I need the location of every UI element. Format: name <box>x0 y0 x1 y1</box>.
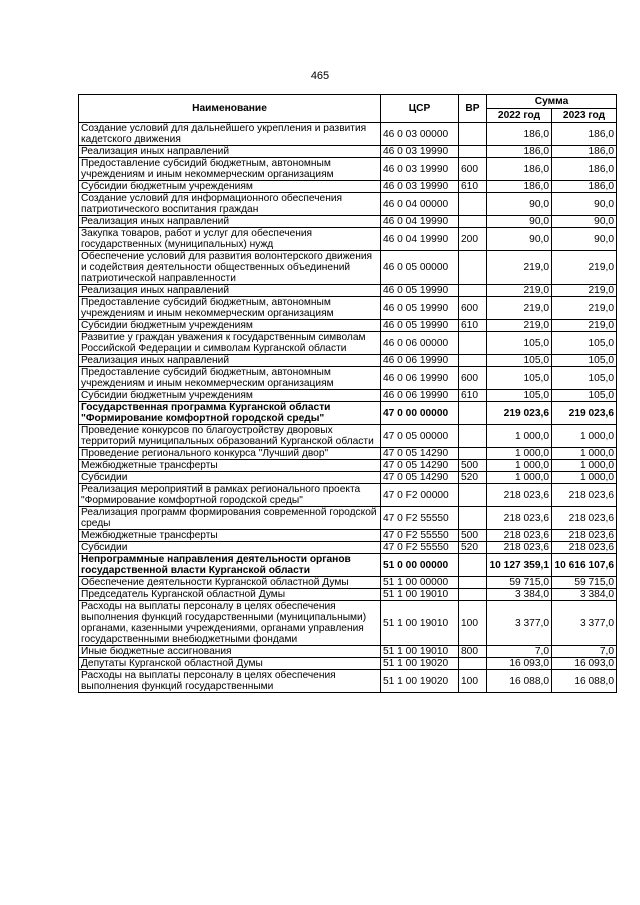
header-year-2022: 2022 год <box>487 109 552 123</box>
table-row <box>79 123 617 146</box>
table-row <box>79 484 617 507</box>
row-vr <box>459 193 487 216</box>
row-csr: 46 0 05 19990 <box>381 285 459 297</box>
table-row <box>79 554 617 577</box>
row-vr <box>459 507 487 530</box>
row-csr: 46 0 06 00000 <box>381 332 459 355</box>
row-name: Межбюджетные трансферты <box>79 530 381 542</box>
row-sum-2022: 186,0 <box>487 158 552 181</box>
row-csr: 46 0 04 19990 <box>381 216 459 228</box>
row-sum-2022: 7,0 <box>487 646 552 658</box>
row-csr: 46 0 06 19990 <box>381 355 459 367</box>
row-sum-2022: 3 377,0 <box>487 601 552 646</box>
row-name: Реализация мероприятий в рамках регионального проекта "Формирование комфортной городской среды" <box>79 484 381 507</box>
row-sum-2022: 90,0 <box>487 228 552 251</box>
row-sum-2023: 219 023,6 <box>552 402 617 425</box>
page-number: 465 <box>310 70 330 82</box>
row-csr: 46 0 03 19990 <box>381 158 459 181</box>
row-name: Государственная программа Курганской области "Формирование комфортной городской среды" <box>79 402 381 425</box>
row-vr: 500 <box>459 460 487 472</box>
row-name: Закупка товаров, работ и услуг для обеспечения государственных (муниципальных) нужд <box>79 228 381 251</box>
row-sum-2023: 90,0 <box>552 228 617 251</box>
table-row <box>79 658 617 670</box>
row-csr: 47 0 00 00000 <box>381 402 459 425</box>
table-row <box>79 367 617 390</box>
row-sum-2023: 186,0 <box>552 146 617 158</box>
row-csr: 47 0 05 14290 <box>381 472 459 484</box>
budget-table <box>78 94 617 693</box>
row-csr: 51 0 00 00000 <box>381 554 459 577</box>
row-sum-2022: 16 093,0 <box>487 658 552 670</box>
row-sum-2023: 219,0 <box>552 251 617 285</box>
row-sum-2023: 186,0 <box>552 123 617 146</box>
row-vr <box>459 146 487 158</box>
row-name: Субсидии <box>79 472 381 484</box>
row-sum-2022: 105,0 <box>487 355 552 367</box>
row-sum-2022: 218 023,6 <box>487 484 552 507</box>
row-vr: 600 <box>459 367 487 390</box>
row-sum-2022: 105,0 <box>487 332 552 355</box>
header-csr: ЦСР <box>381 95 459 123</box>
row-name: Проведение регионального конкурса "Лучший двор" <box>79 448 381 460</box>
row-name: Реализация иных направлений <box>79 146 381 158</box>
row-sum-2022: 1 000,0 <box>487 460 552 472</box>
table-row <box>79 146 617 158</box>
row-vr: 610 <box>459 181 487 193</box>
row-name: Развитие у граждан уважения к государственным символам Российской Федерации и символам Курганской области <box>79 332 381 355</box>
row-sum-2023: 105,0 <box>552 355 617 367</box>
table-row <box>79 670 617 693</box>
row-sum-2022: 1 000,0 <box>487 448 552 460</box>
row-sum-2023: 1 000,0 <box>552 448 617 460</box>
row-csr: 47 0 F2 00000 <box>381 484 459 507</box>
row-sum-2022: 219,0 <box>487 285 552 297</box>
row-vr <box>459 216 487 228</box>
table-row <box>79 332 617 355</box>
row-sum-2022: 219,0 <box>487 320 552 332</box>
row-sum-2023: 16 088,0 <box>552 670 617 693</box>
row-sum-2023: 3 384,0 <box>552 589 617 601</box>
row-csr: 47 0 05 00000 <box>381 425 459 448</box>
row-csr: 51 1 00 19010 <box>381 589 459 601</box>
row-csr: 51 1 00 19020 <box>381 670 459 693</box>
row-sum-2023: 218 023,6 <box>552 530 617 542</box>
row-name: Межбюджетные трансферты <box>79 460 381 472</box>
row-name: Реализация иных направлений <box>79 285 381 297</box>
row-csr: 47 0 F2 55550 <box>381 507 459 530</box>
table-row <box>79 425 617 448</box>
row-vr <box>459 332 487 355</box>
row-sum-2023: 218 023,6 <box>552 542 617 554</box>
row-vr <box>459 554 487 577</box>
row-vr: 200 <box>459 228 487 251</box>
row-sum-2022: 219 023,6 <box>487 402 552 425</box>
row-name: Субсидии бюджетным учреждениям <box>79 390 381 402</box>
row-name: Создание условий для информационного обеспечения патриотического воспитания граждан <box>79 193 381 216</box>
row-sum-2022: 218 023,6 <box>487 530 552 542</box>
row-sum-2023: 90,0 <box>552 216 617 228</box>
table-row <box>79 577 617 589</box>
row-name: Председатель Курганской областной Думы <box>79 589 381 601</box>
row-name: Депутаты Курганской областной Думы <box>79 658 381 670</box>
row-sum-2023: 105,0 <box>552 367 617 390</box>
row-sum-2022: 105,0 <box>487 367 552 390</box>
row-csr: 46 0 03 00000 <box>381 123 459 146</box>
table-row <box>79 355 617 367</box>
row-vr <box>459 484 487 507</box>
row-csr: 46 0 03 19990 <box>381 146 459 158</box>
row-name: Предоставление субсидий бюджетным, автономным учреждениям и иным некоммерческим организациям <box>79 367 381 390</box>
row-sum-2022: 218 023,6 <box>487 507 552 530</box>
row-sum-2023: 218 023,6 <box>552 484 617 507</box>
row-name: Предоставление субсидий бюджетным, автономным учреждениям и иным некоммерческим организациям <box>79 158 381 181</box>
row-sum-2022: 1 000,0 <box>487 472 552 484</box>
table-row <box>79 402 617 425</box>
row-sum-2023: 219,0 <box>552 285 617 297</box>
row-name: Проведение конкурсов по благоустройству дворовых территорий муниципальных образований Курганской области <box>79 425 381 448</box>
row-vr: 610 <box>459 320 487 332</box>
row-vr <box>459 355 487 367</box>
row-name: Субсидии бюджетным учреждениям <box>79 181 381 193</box>
row-csr: 47 0 F2 55550 <box>381 530 459 542</box>
table-row <box>79 181 617 193</box>
row-name: Реализация иных направлений <box>79 355 381 367</box>
row-vr <box>459 577 487 589</box>
row-csr: 46 0 04 19990 <box>381 228 459 251</box>
row-sum-2022: 186,0 <box>487 146 552 158</box>
table-row <box>79 228 617 251</box>
table-row <box>79 472 617 484</box>
row-name: Реализация программ формирования современной городской среды <box>79 507 381 530</box>
header-vr: ВР <box>459 95 487 123</box>
row-vr: 520 <box>459 542 487 554</box>
table-body <box>79 123 617 693</box>
row-sum-2022: 219,0 <box>487 297 552 320</box>
row-vr: 600 <box>459 297 487 320</box>
table-row <box>79 216 617 228</box>
row-sum-2023: 218 023,6 <box>552 507 617 530</box>
row-sum-2022: 90,0 <box>487 216 552 228</box>
row-name: Расходы на выплаты персоналу в целях обеспечения выполнения функций государственными (муниципальными) органами, казенными учреждениями, органами управления государственными внебюджетными фондами <box>79 601 381 646</box>
row-csr: 51 1 00 19010 <box>381 646 459 658</box>
row-sum-2023: 3 377,0 <box>552 601 617 646</box>
row-sum-2023: 1 000,0 <box>552 460 617 472</box>
row-vr: 600 <box>459 158 487 181</box>
row-name: Субсидии <box>79 542 381 554</box>
row-name: Иные бюджетные ассигнования <box>79 646 381 658</box>
table-row <box>79 158 617 181</box>
row-sum-2023: 186,0 <box>552 181 617 193</box>
row-sum-2022: 219,0 <box>487 251 552 285</box>
row-name: Субсидии бюджетным учреждениям <box>79 320 381 332</box>
row-csr: 46 0 05 19990 <box>381 320 459 332</box>
row-name: Расходы на выплаты персоналу в целях обеспечения выполнения функций государственными <box>79 670 381 693</box>
row-sum-2022: 3 384,0 <box>487 589 552 601</box>
table-row <box>79 460 617 472</box>
row-name: Непрограммные направления деятельности органов государственной власти Курганской области <box>79 554 381 577</box>
row-csr: 46 0 05 00000 <box>381 251 459 285</box>
row-csr: 46 0 05 19990 <box>381 297 459 320</box>
row-sum-2022: 10 127 359,1 <box>487 554 552 577</box>
table-row <box>79 193 617 216</box>
row-vr: 800 <box>459 646 487 658</box>
row-vr: 610 <box>459 390 487 402</box>
row-sum-2023: 1 000,0 <box>552 425 617 448</box>
row-sum-2023: 10 616 107,6 <box>552 554 617 577</box>
row-sum-2023: 219,0 <box>552 297 617 320</box>
row-csr: 47 0 F2 55550 <box>381 542 459 554</box>
row-sum-2023: 7,0 <box>552 646 617 658</box>
row-sum-2023: 219,0 <box>552 320 617 332</box>
header-name: Наименование <box>79 95 381 123</box>
row-sum-2022: 218 023,6 <box>487 542 552 554</box>
row-sum-2023: 59 715,0 <box>552 577 617 589</box>
row-sum-2023: 186,0 <box>552 158 617 181</box>
row-sum-2023: 105,0 <box>552 332 617 355</box>
row-csr: 46 0 03 19990 <box>381 181 459 193</box>
row-vr <box>459 402 487 425</box>
table-row <box>79 542 617 554</box>
row-csr: 47 0 05 14290 <box>381 448 459 460</box>
row-sum-2022: 186,0 <box>487 123 552 146</box>
row-sum-2022: 186,0 <box>487 181 552 193</box>
row-sum-2022: 16 088,0 <box>487 670 552 693</box>
row-vr <box>459 448 487 460</box>
table-row <box>79 285 617 297</box>
table-row <box>79 507 617 530</box>
table-row <box>79 530 617 542</box>
row-csr: 51 1 00 00000 <box>381 577 459 589</box>
table-row <box>79 646 617 658</box>
row-name: Создание условий для дальнейшего укрепления и развития кадетского движения <box>79 123 381 146</box>
row-vr <box>459 251 487 285</box>
row-vr <box>459 123 487 146</box>
row-vr: 520 <box>459 472 487 484</box>
row-sum-2023: 105,0 <box>552 390 617 402</box>
row-vr: 500 <box>459 530 487 542</box>
row-sum-2023: 16 093,0 <box>552 658 617 670</box>
row-vr: 100 <box>459 670 487 693</box>
row-csr: 46 0 04 00000 <box>381 193 459 216</box>
header-year-2023: 2023 год <box>552 109 617 123</box>
row-sum-2022: 90,0 <box>487 193 552 216</box>
row-vr <box>459 658 487 670</box>
table-row <box>79 448 617 460</box>
row-sum-2023: 90,0 <box>552 193 617 216</box>
row-name: Реализация иных направлений <box>79 216 381 228</box>
table-row <box>79 297 617 320</box>
row-name: Предоставление субсидий бюджетным, автономным учреждениям и иным некоммерческим организациям <box>79 297 381 320</box>
row-sum-2023: 1 000,0 <box>552 472 617 484</box>
row-sum-2022: 59 715,0 <box>487 577 552 589</box>
row-vr: 100 <box>459 601 487 646</box>
row-name: Обеспечение деятельности Курганской областной Думы <box>79 577 381 589</box>
row-csr: 47 0 05 14290 <box>381 460 459 472</box>
row-csr: 46 0 06 19990 <box>381 390 459 402</box>
row-vr <box>459 589 487 601</box>
table-row <box>79 589 617 601</box>
row-vr <box>459 285 487 297</box>
table-row <box>79 601 617 646</box>
row-sum-2022: 105,0 <box>487 390 552 402</box>
row-csr: 46 0 06 19990 <box>381 367 459 390</box>
row-csr: 51 1 00 19020 <box>381 658 459 670</box>
header-sum: Сумма <box>487 95 617 109</box>
row-vr <box>459 425 487 448</box>
row-name: Обеспечение условий для развития волонтерского движения и содействия деятельности общественных объединений патриотической направленности <box>79 251 381 285</box>
row-sum-2022: 1 000,0 <box>487 425 552 448</box>
row-csr: 51 1 00 19010 <box>381 601 459 646</box>
table-row <box>79 251 617 285</box>
table-row <box>79 390 617 402</box>
table-row <box>79 320 617 332</box>
